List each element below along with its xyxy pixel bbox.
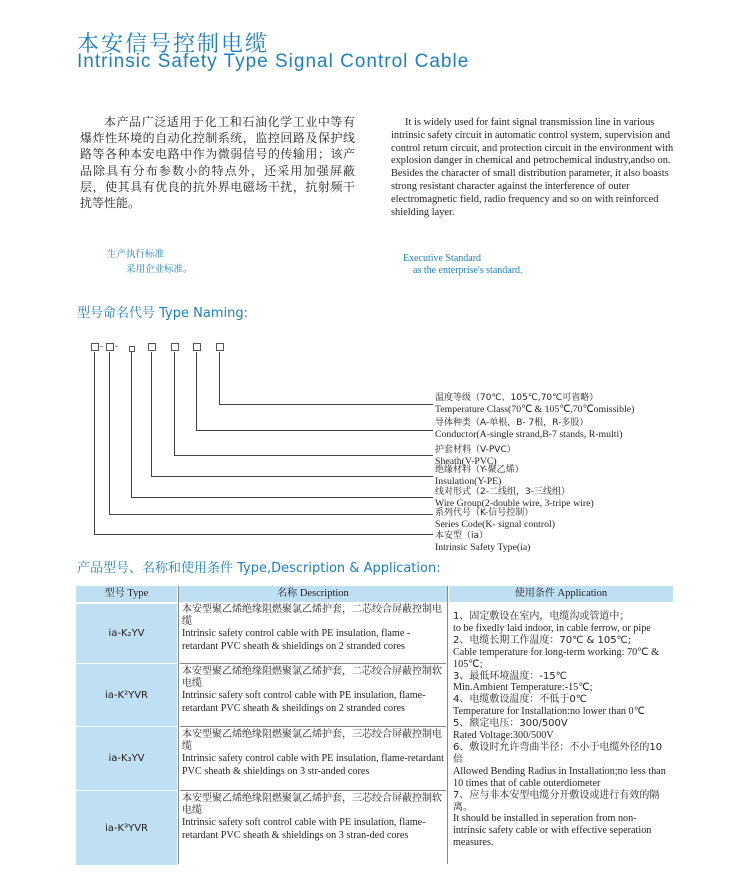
product-table — [76, 586, 673, 864]
type-naming-heading: 型号命名代号 Type Naming: — [77, 306, 248, 321]
naming-label-en: Temperature Class(70℃ & 105℃,70℃omissible) — [435, 404, 635, 415]
standard-label-en: Executive Standard — [403, 253, 482, 264]
description-cell: 本安型聚乙烯绝缘阻燃聚氯乙烯护套，二芯绞合屏蔽控制电缆 Intrinsic safety control cable with PE insulation, flame -retardant PVC sheath & shieldings on 2 stranded cores — [182, 604, 442, 652]
naming-label-en: Insulation(Y-PE) — [435, 476, 502, 487]
column-divider — [178, 586, 179, 864]
column-header-application: 使用条件 Application — [449, 586, 673, 602]
type-cell: ia-K²YVR — [76, 663, 177, 726]
naming-label-cn: 线对形式（2-二线组，3-三线组） — [435, 487, 570, 497]
naming-label-cn: 护套材料（V-PVC） — [435, 445, 516, 455]
code-separator: - — [115, 341, 118, 351]
naming-label-en: Sheath(V-PVC) — [435, 456, 497, 467]
naming-label-wire-group — [435, 486, 594, 509]
naming-label-en: Series Code(K- signal control) — [435, 519, 555, 530]
description-cell: 本安型聚乙烯绝缘阻燃聚氯乙烯护套，三芯绞合屏蔽控制软电缆 Intrinsic safety soft control cable with PE insulation, flame-retardant PVC sheath & shieldings on 3 stran-ded cores — [180, 790, 446, 864]
naming-label-cn: 绝缘材料（Y-聚乙烯） — [435, 465, 524, 475]
type-cell: ia-K³YVR — [76, 790, 177, 865]
code-box-subscript — [129, 346, 135, 352]
description-cell: 本安型聚乙烯绝缘阻燃聚氯乙烯护套，二芯绞合屏蔽控制软电缆 Intrinsic safety soft control cable with PE insulation, flame-retardant PVC sheath & sheildings on 2 stranded cores — [180, 663, 446, 726]
code-box — [91, 343, 99, 351]
naming-label-insulation — [435, 464, 524, 487]
type-cell: ia-K₃YV — [76, 726, 177, 790]
naming-label-conductor — [435, 417, 622, 440]
naming-label-en: Intrinsic Safety Type(ia) — [435, 542, 531, 553]
naming-label-temperature — [435, 392, 634, 415]
intro-paragraph-cn: 本产品广泛适用于化工和石油化学工业中等有爆炸性环境的自动化控制系统，监控回路及保护线路等各种本安电路中作为微弱信号的传输用；该产品除具有分布参数小的特点外，还采用加强屏蔽层，使其具有优良的抗外界电磁场干扰，抗射频干扰等性能。 — [80, 115, 355, 211]
standard-value-en: as the enterprise's standard. — [413, 265, 523, 276]
page-title-en: Intrinsic Safety Type Signal Control Cable — [77, 51, 470, 72]
code-box — [148, 343, 156, 351]
code-separator: - — [100, 341, 103, 351]
naming-label-cn: 本安型（ia） — [435, 531, 489, 541]
page-title-cn: 本安信号控制电缆 — [77, 32, 270, 57]
naming-label-cn: 系列代号（K-信号控制） — [435, 508, 534, 518]
type-cell: ia-K₂YV — [76, 603, 177, 663]
column-divider — [447, 586, 448, 864]
naming-label-en: Wire Group(2-double wire, 3-tripe wire) — [435, 498, 594, 509]
naming-label-cn: 温度等级（70℃、105℃,70℃可省略） — [435, 393, 599, 403]
column-header-description: 名称 Description — [178, 586, 449, 602]
code-box — [216, 343, 224, 351]
intro-paragraph-en: It is widely used for faint signal transmission line in various intrinsic safety circuit in automatic control system, supervision and control return circuit, and protection circuit in the environment with explosion danger in chemical and petrochemical industry,andso on. Besides the character of small distribution parameter, it also boasts strong resistant character against the interference of outer electromagnetic field, radio frequency and so on with reinforced shielding layer. — [391, 117, 674, 218]
product-table-heading: 产品型号、名称和使用条件 Type,Description & Application: — [77, 561, 441, 576]
standard-label-cn: 生产执行标准 — [107, 249, 165, 260]
naming-label-series — [435, 507, 555, 530]
code-box — [171, 343, 179, 351]
code-box — [193, 343, 201, 351]
column-header-type: 型号 Type — [76, 586, 178, 602]
naming-label-cn: 导体种类（A-单根，B- 7根，R-多股） — [435, 418, 589, 428]
code-box — [106, 343, 114, 351]
application-cell: 1、固定敷设在室内，电缆沟或管道中； to be fixedly laid indoor, in cable ferrow, or pipe 2、电缆长期工作温度：70℃ & 105℃; Cable temperature for long-term working: 70℃ & 105℃; 3、最低环境温度：-15℃ Min.Ambient Temperature:-15℃; 4、电缆敷设温度：不低于0℃ Temperature for Installation:no lower than 0℃ 5、额定电压：300/500V Rated Voltage:300/500V 6、敷设时允许弯曲半径：不小于电缆外径的10倍 Allowed Bending Radius in Installation;no less than 10 times that of cable outerdiometer 7、应与非本安型电缆分开敷设或进行有效的隔离。 It should be installed in seperation from non-intrinsic safety cable or with effective seperation measures. — [453, 611, 666, 849]
description-cell: 本安型聚乙烯绝缘阻燃聚氯乙烯护套，三芯绞合屏蔽控制电缆 Intrinsic safety control cable with PE insulation, flame-retardant PVC sheath & shieldings on 3 str-anded cores — [180, 726, 446, 790]
naming-label-en: Conductor(A-single strand,B-7 stands, R-multi) — [435, 429, 623, 440]
standard-value-cn: 采用企业标准。 — [126, 264, 193, 275]
naming-label-intrinsic — [435, 530, 530, 553]
